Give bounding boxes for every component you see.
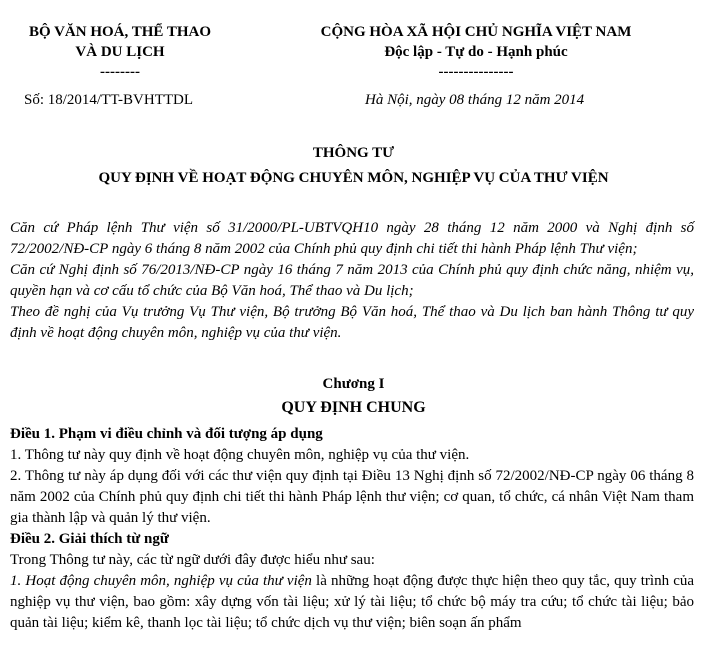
article-2-definition-1 bbox=[10, 571, 694, 634]
definition-1-term: 1. Hoạt động chuyên môn, nghiệp vụ của thư viện bbox=[10, 573, 312, 589]
preamble bbox=[10, 218, 694, 344]
preamble-basis-1: Căn cứ Pháp lệnh Thư viện số 31/2000/PL-UBTVQH10 ngày 28 tháng 12 năm 2000 và Nghị định số 72/2002/NĐ-CP ngày 6 tháng 8 năm 2002 của Chính phủ quy định chi tiết thi hành Pháp lệnh Thư viện; bbox=[10, 220, 694, 257]
article-2-intro: Trong Thông tư này, các từ ngữ dưới đây được hiểu như sau: bbox=[10, 552, 375, 568]
article-1-clause-2: 2. Thông tư này áp dụng đối với các thư viện quy định tại Điều 13 Nghị định số 72/2002/NĐ-CP ngày 06 tháng 8 năm 2002 của Chính phủ quy định chi tiết thi hành Pháp lệnh thư viện; cơ quan, tổ chức, cá nhân Việt Nam tham gia thành lập và quản lý thư viện. bbox=[10, 468, 694, 526]
document-type: THÔNG TƯ bbox=[312, 145, 395, 161]
article-2-heading: Điều 2. Giải thích từ ngữ bbox=[10, 531, 169, 547]
ministry-block bbox=[8, 22, 232, 82]
ministry-name-line2: VÀ DU LỊCH bbox=[75, 44, 165, 60]
articles-body bbox=[10, 424, 694, 634]
definition-1-text: là những hoạt động được thực hiện theo quy tắc, quy trình của nghiệp vụ thư viện, bao gồm: xây dựng vốn tài liệu; xử lý tài liệu; tổ chức bộ máy tra cứu; tổ chức tài liệu; bảo quản tài liệu; kiểm kê, thanh lọc tài liệu; tổ chức dịch vụ thư viện; biên soạn ấn phẩm bbox=[10, 573, 695, 631]
place-date: Hà Nội, ngày 08 tháng 12 năm 2014 bbox=[365, 92, 585, 108]
ministry-rule: -------- bbox=[100, 64, 140, 80]
ministry-name-line1: BỘ VĂN HOÁ, THỂ THAO bbox=[28, 24, 212, 40]
document-subject: QUY ĐỊNH VỀ HOẠT ĐỘNG CHUYÊN MÔN, NGHIỆP VỤ CỦA THƯ VIỆN bbox=[98, 170, 609, 186]
preamble-basis-2: Căn cứ Nghị định số 76/2013/NĐ-CP ngày 16 tháng 7 năm 2013 của Chính phủ quy định chức năng, nhiệm vụ, quyền hạn và cơ cấu tổ chức của Bộ Văn hoá, Thể thao và Du lịch; bbox=[10, 262, 694, 299]
article-1-clause-1: 1. Thông tư này quy định về hoạt động chuyên môn, nghiệp vụ của thư viện. bbox=[10, 447, 470, 463]
nation-motto: Độc lập - Tự do - Hạnh phúc bbox=[384, 44, 568, 60]
nation-name: CỘNG HÒA XÃ HỘI CHỦ NGHĨA VIỆT NAM bbox=[320, 24, 632, 40]
chapter-name: QUY ĐỊNH CHUNG bbox=[281, 399, 426, 416]
preamble-proposal: Theo đề nghị của Vụ trưởng Vụ Thư viện, Bộ trưởng Bộ Văn hoá, Thể thao và Du lịch ban hành Thông tư quy định về hoạt động chuyên môn, nghiệp vụ của thư viện. bbox=[10, 304, 694, 341]
nation-rule: --------------- bbox=[438, 64, 514, 80]
nation-block bbox=[300, 22, 652, 82]
chapter-number: Chương I bbox=[322, 376, 385, 392]
document-number: Số: 18/2014/TT-BVHTTDL bbox=[24, 92, 194, 108]
article-1-heading: Điều 1. Phạm vi điều chỉnh và đối tượng áp dụng bbox=[10, 426, 323, 442]
